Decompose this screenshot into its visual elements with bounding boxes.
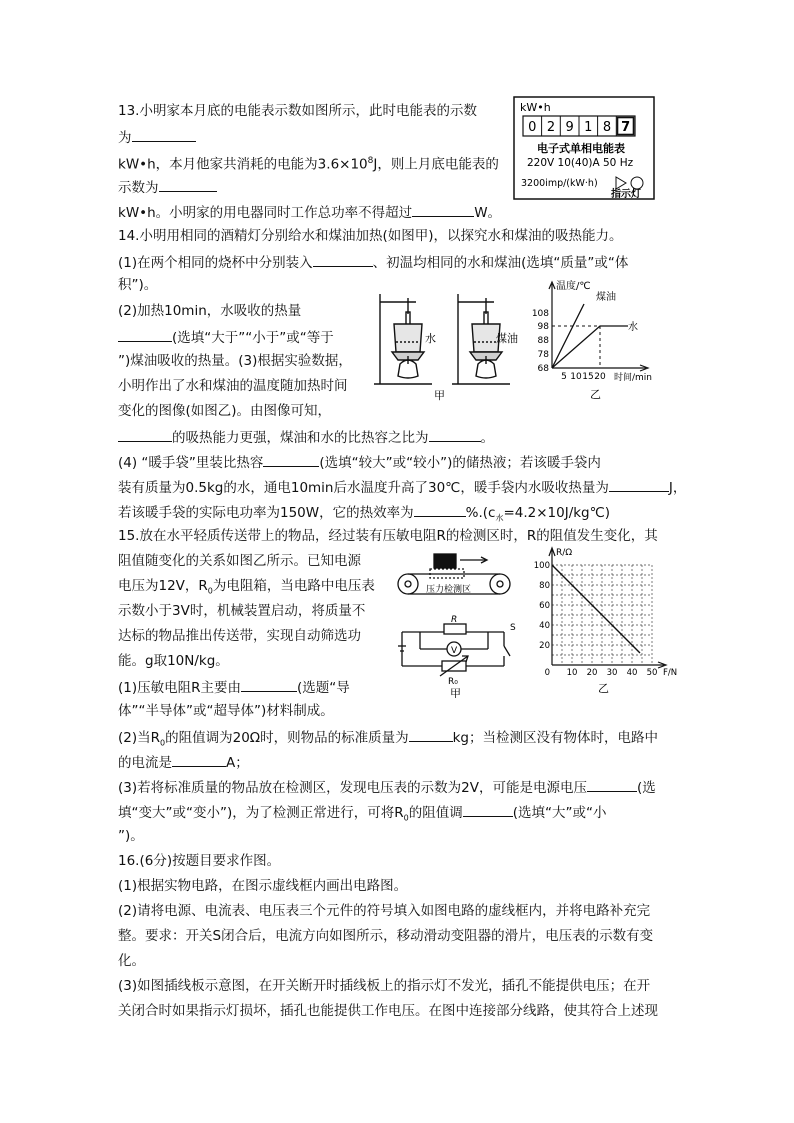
fig-jia-label: 甲 <box>450 687 461 698</box>
q15-line-4: 示数小于3V时，机械装置启动，将质量不 <box>118 603 366 619</box>
answer-blank[interactable] <box>159 177 217 192</box>
r0-label: R₀ <box>448 677 458 687</box>
q14-line-2: (1)在两个相同的烧杯中分别装入 、初温均相同的水和煤油(选填“质量”或“体 <box>118 252 628 272</box>
meter-lamp-label: 指示灯 <box>611 189 641 200</box>
answer-blank[interactable] <box>463 802 513 817</box>
y-tick: 98 <box>537 322 549 332</box>
q15-line-5: 达标的物品推出传送带，实现自动筛选功 <box>118 628 361 644</box>
oil-line <box>552 304 584 368</box>
oil-label: 煤油 <box>496 332 518 345</box>
q14-line-3: 积”)。 <box>118 277 158 293</box>
q13-line-3: kW•h，本月他家共消耗的电能为$3.6\times 10^8J$，则上月底电能表的 <box>118 156 499 173</box>
meter-name: 电子式单相电能表 <box>537 142 625 155</box>
q15-line-12: 填“变大”或“变小”)，为了检测正常进行，可将$R_0$的阻值调 (选填“大”或“小 <box>118 802 606 828</box>
meter-digit: 7 <box>621 120 631 135</box>
q14-line-8: 变化的图像(如图乙)。由图像可知， <box>118 403 332 419</box>
meter-digit: 2 <box>546 120 556 135</box>
q16-line-1: 16.(6分)按题目要求作图。 <box>118 853 281 869</box>
x-tick: 5 <box>561 372 567 382</box>
q15-line-13: ”)。 <box>118 828 144 844</box>
oil-line-label: 煤油 <box>596 292 616 303</box>
temperature-graph <box>524 278 666 404</box>
answer-blank[interactable] <box>241 677 297 692</box>
answer-blank[interactable] <box>409 727 453 742</box>
q13-line-5: kW•h。小明家的用电器同时工作总功率不得超过 W。 <box>118 202 501 222</box>
y-tick: 80 <box>539 581 550 591</box>
q15-line-11: (3)若将标准质量的物品放在检测区，发现电压表的示数为2V，可能是电源电压 (选 <box>118 777 656 797</box>
q16-line-4: 整。要求：开关S闭合后，电流方向如图所示，移动滑动变阻器的滑片，电压表的示数有变 <box>118 928 654 944</box>
y-tick: 20 <box>539 641 550 651</box>
y-tick: 60 <box>539 601 550 611</box>
fig-yi-label: 乙 <box>598 682 609 695</box>
q14-line-10: (4) “暖手袋”里装比热容 (选填“较大”或“较小”)的储热液；若该暖手袋内 <box>118 452 601 472</box>
meter-digit: 8 <box>602 120 612 135</box>
x-tick: 50 <box>646 668 658 678</box>
meter-imp: 3200imp/(kW·h) <box>521 178 598 189</box>
q13-line-2: 为 <box>118 127 196 147</box>
y-axis-label: 温度/℃ <box>556 281 591 292</box>
q13-line-4: 示数为 <box>118 177 217 197</box>
q16-line-5: 化。 <box>118 953 145 969</box>
x-tick: 20 <box>586 668 598 678</box>
q14-line-4: (2)加热10min，水吸收的热量 <box>118 303 302 319</box>
answer-blank[interactable] <box>412 202 474 217</box>
y-tick: 108 <box>531 309 549 319</box>
q14-line-7: 小明作出了水和煤油的温度随加热时间 <box>118 378 348 394</box>
meter-spec: 220V 10(40)A 50 Hz <box>527 157 634 169</box>
q14-line-11: 装有质量为0.5kg的水，通电10min后水温度升高了30℃，暖手袋内水吸收热量为 J， <box>118 477 686 497</box>
q16-line-2: (1)根据实物电路，在图示虚线框内画出电路图。 <box>118 878 408 894</box>
y-tick: 68 <box>537 364 549 374</box>
answer-blank[interactable] <box>118 327 172 342</box>
voltmeter-label: V <box>451 646 458 656</box>
q15-line-8: 体”“半导体”或“超导体”)材料制成。 <box>118 703 334 719</box>
y-tick: 88 <box>537 336 549 346</box>
answer-blank[interactable] <box>132 127 196 142</box>
q13-line-1: 13.小明家本月底的电能表示数如图所示，此时电能表的示数 <box>118 103 477 119</box>
q14-line-12: 若该暖手袋的实际电功率为150W，它的热效率为 $\%.(c_水=4.2\times 10J/kg℃)$ <box>118 502 610 528</box>
indicator-arrow-icon <box>616 177 626 189</box>
r-f-line <box>552 565 640 653</box>
fig-yi-label: 乙 <box>590 388 601 401</box>
x-axis-label: 时间/min <box>614 373 653 383</box>
answer-blank[interactable] <box>118 427 172 442</box>
x-tick: 20 <box>594 372 606 382</box>
q15-line-1: 15.放在水平轻质传送带上的物品，经过装有压敏电阻R的检测区时，R的阻值发生变化，其 <box>118 528 658 544</box>
y-axis-label: R/Ω <box>556 548 573 558</box>
answer-blank[interactable] <box>609 477 669 492</box>
energy-meter-figure <box>513 96 655 200</box>
x-tick: 30 <box>606 668 618 678</box>
meter-unit: kW•h <box>520 101 551 114</box>
x-tick: 40 <box>626 668 638 678</box>
answer-blank[interactable] <box>172 752 226 767</box>
water-label: 水 <box>425 332 436 345</box>
r-label: R <box>451 615 458 625</box>
answer-blank[interactable] <box>414 502 466 517</box>
meter-digit: 0 <box>528 120 537 135</box>
meter-digit: 1 <box>584 120 593 135</box>
q16-line-3: (2)请将电源、电流表、电压表三个元件的符号填入如图电路的虚线框内，并将电路补充完 <box>118 903 651 919</box>
origin-label: 0 <box>544 668 550 678</box>
fig-jia-label: 甲 <box>434 389 445 402</box>
answer-blank[interactable] <box>263 452 319 467</box>
water-line <box>552 326 628 368</box>
y-tick: 40 <box>539 621 550 631</box>
x-tick: 15 <box>582 372 594 382</box>
answer-blank[interactable] <box>313 252 373 267</box>
x-tick: 10 <box>570 372 582 382</box>
resistance-force-graph <box>530 544 678 698</box>
water-line-label: 水 <box>628 322 638 333</box>
x-tick: 10 <box>566 668 578 678</box>
q14-line-6: ”)煤油吸收的热量。(3)根据实验数据， <box>118 353 352 369</box>
y-tick: 100 <box>533 561 550 571</box>
q16-line-6: (3)如图插线板示意图，在开关断开时插线板上的指示灯不发光，插孔不能提供电压；在开 <box>118 978 651 994</box>
conveyor-circuit-figure <box>396 552 526 698</box>
heating-apparatus-figure <box>372 290 532 402</box>
y-tick: 78 <box>537 350 549 360</box>
meter-digit: 9 <box>565 120 574 135</box>
indicator-lamp-icon <box>631 177 643 189</box>
q14-line-1: 14.小明用相同的酒精灯分别给水和煤油加热(如图甲)，以探究水和煤油的吸热能力。 <box>118 228 623 244</box>
q15-line-6: 能。g取10N/kg。 <box>118 653 229 669</box>
answer-blank[interactable] <box>587 777 637 792</box>
q15-line-9: (2)当$R_0$的阻值调为20Ω时，则物品的标准质量为 kg；当检测区没有物体时，电路中 <box>118 727 658 753</box>
q15-line-2: 阻值随变化的关系如图乙所示。已知电源 <box>118 553 361 569</box>
q15-line-7: (1)压敏电阻R主要由 (选题“导 <box>118 677 350 697</box>
zone-label: 压力检测区 <box>426 585 472 595</box>
q16-line-7: 关闭合时如果指示灯损坏，插孔也能提供工作电压。在图中连接部分线路，使其符合上述现 <box>118 1003 658 1019</box>
q15-line-3: 电压为12V，$R_0$为电阻箱，当电路中电压表 <box>118 578 375 596</box>
q14-line-5: (选填“大于”“小于”或“等于 <box>118 327 334 347</box>
q14-line-9: 的吸热能力更强，煤油和水的比热容之比为 。 <box>118 427 494 447</box>
x-axis-label: F/N <box>663 668 678 678</box>
q15-line-10: 的电流是 A； <box>118 752 249 772</box>
switch-label: S <box>510 623 516 633</box>
answer-blank[interactable] <box>429 427 481 442</box>
